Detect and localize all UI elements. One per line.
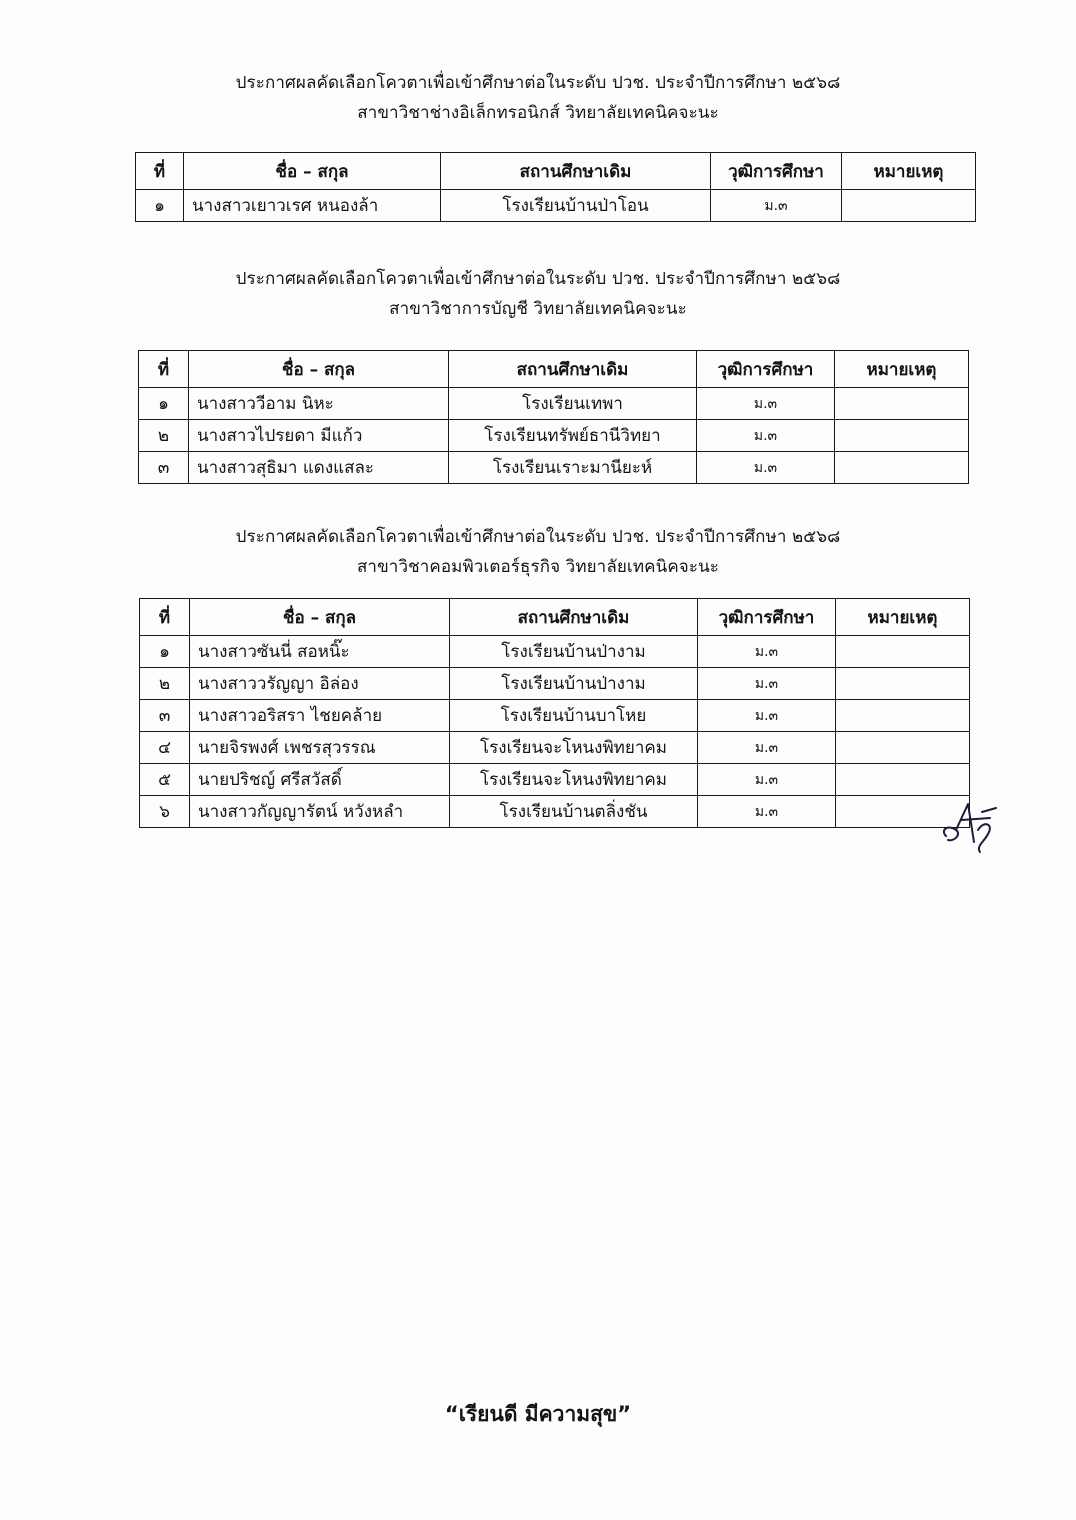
education-level: ม.๓ [698,732,836,764]
remark [835,388,969,420]
col-header-education: วุฒิการศึกษา [698,599,836,636]
row-number: ๒ [139,420,189,452]
announcement-title: ประกาศผลคัดเลือกโควตาเพื่อเข้าศึกษาต่อในระดับ ปวช. ประจำปีการศึกษา ๒๕๖๘ [235,73,841,93]
table-row [140,732,970,764]
table-row [139,388,969,420]
table-header-row [139,351,969,388]
previous-school: โรงเรียนบ้านป่างาม [450,668,698,700]
department-title: สาขาวิชาการบัญชี วิทยาลัยเทคนิคจะนะ [389,299,687,319]
col-header-education: วุฒิการศึกษา [697,351,835,388]
student-name: นางสาวสุธิมา แดงแสละ [189,452,449,484]
remark [836,732,970,764]
education-level: ม.๓ [698,796,836,828]
col-header-name: ชื่อ – สกุล [184,153,441,190]
col-header-note: หมายเหตุ [835,351,969,388]
student-name: นางสาวเยาวเรศ หนองล้า [184,190,441,222]
row-number: ๔ [140,732,190,764]
col-header-name: ชื่อ – สกุล [189,351,449,388]
row-number: ๕ [140,764,190,796]
col-header-name: ชื่อ – สกุล [190,599,450,636]
previous-school: โรงเรียนทรัพย์ธานีวิทยา [449,420,697,452]
table-row [140,636,970,668]
section-business-computer [0,522,1076,582]
previous-school: โรงเรียนบ้านป่าโอน [441,190,711,222]
footer-motto: “เรียนดี มีความสุข” [444,1402,632,1426]
col-header-school: สถานศึกษาเดิม [441,153,711,190]
education-level: ม.๓ [711,190,842,222]
department-title: สาขาวิชาคอมพิวเตอร์ธุรกิจ วิทยาลัยเทคนิคจะนะ [356,557,720,577]
education-level: ม.๓ [698,764,836,796]
row-number: ๑ [140,636,190,668]
student-name: นางสาวอริสรา ไชยคล้าย [190,700,450,732]
col-header-no: ที่ [140,599,190,636]
student-name: นายปริชญ์ ศรีสวัสดิ์ [190,764,450,796]
previous-school: โรงเรียนบ้านบาโหย [450,700,698,732]
education-level: ม.๓ [697,388,835,420]
department-title: สาขาวิชาช่างอิเล็กทรอนิกส์ วิทยาลัยเทคนิคจะนะ [357,103,719,123]
education-level: ม.๓ [697,452,835,484]
education-level: ม.๓ [697,420,835,452]
table-row [139,420,969,452]
table-row [139,452,969,484]
previous-school: โรงเรียนจะโหนงพิทยาคม [450,764,698,796]
previous-school: โรงเรียนบ้านตลิ่งชัน [450,796,698,828]
table-row [140,796,970,828]
col-header-note: หมายเหตุ [836,599,970,636]
student-name: นางสาววีอาม นิหะ [189,388,449,420]
results-table-electronics [135,152,976,222]
row-number: ๑ [139,388,189,420]
table-row [136,190,976,222]
student-name: นางสาวไปรยดา มีแก้ว [189,420,449,452]
previous-school: โรงเรียนจะโหนงพิทยาคม [450,732,698,764]
row-number: ๓ [139,452,189,484]
remark [835,420,969,452]
table-row [140,668,970,700]
results-table-accounting [138,350,969,484]
signature-mark [934,790,1004,860]
student-name: นายจิรพงศ์ เพชรสุวรรณ [190,732,450,764]
col-header-education: วุฒิการศึกษา [711,153,842,190]
previous-school: โรงเรียนบ้านป่างาม [450,636,698,668]
section-electronics [0,68,1076,128]
col-header-no: ที่ [136,153,184,190]
previous-school: โรงเรียนเราะมานียะห์ [449,452,697,484]
col-header-school: สถานศึกษาเดิม [449,351,697,388]
student-name: นางสาวกัญญารัตน์ หวังหลำ [190,796,450,828]
row-number: ๒ [140,668,190,700]
previous-school: โรงเรียนเทพา [449,388,697,420]
education-level: ม.๓ [698,636,836,668]
row-number: ๓ [140,700,190,732]
remark [836,700,970,732]
section-accounting [0,264,1076,324]
remark [836,636,970,668]
announcement-title: ประกาศผลคัดเลือกโควตาเพื่อเข้าศึกษาต่อในระดับ ปวช. ประจำปีการศึกษา ๒๕๖๘ [235,269,841,289]
student-name: นางสาวซันนี่ สอหนิ๊ะ [190,636,450,668]
results-table-business-computer [139,598,970,828]
remark [836,668,970,700]
education-level: ม.๓ [698,700,836,732]
education-level: ม.๓ [698,668,836,700]
col-header-no: ที่ [139,351,189,388]
remark [842,190,976,222]
col-header-note: หมายเหตุ [842,153,976,190]
student-name: นางสาววรัญญา อิล่อง [190,668,450,700]
table-row [140,700,970,732]
row-number: ๑ [136,190,184,222]
announcement-title: ประกาศผลคัดเลือกโควตาเพื่อเข้าศึกษาต่อในระดับ ปวช. ประจำปีการศึกษา ๒๕๖๘ [235,527,841,547]
col-header-school: สถานศึกษาเดิม [450,599,698,636]
table-header-row [140,599,970,636]
table-header-row [136,153,976,190]
table-row [140,764,970,796]
row-number: ๖ [140,796,190,828]
remark [835,452,969,484]
